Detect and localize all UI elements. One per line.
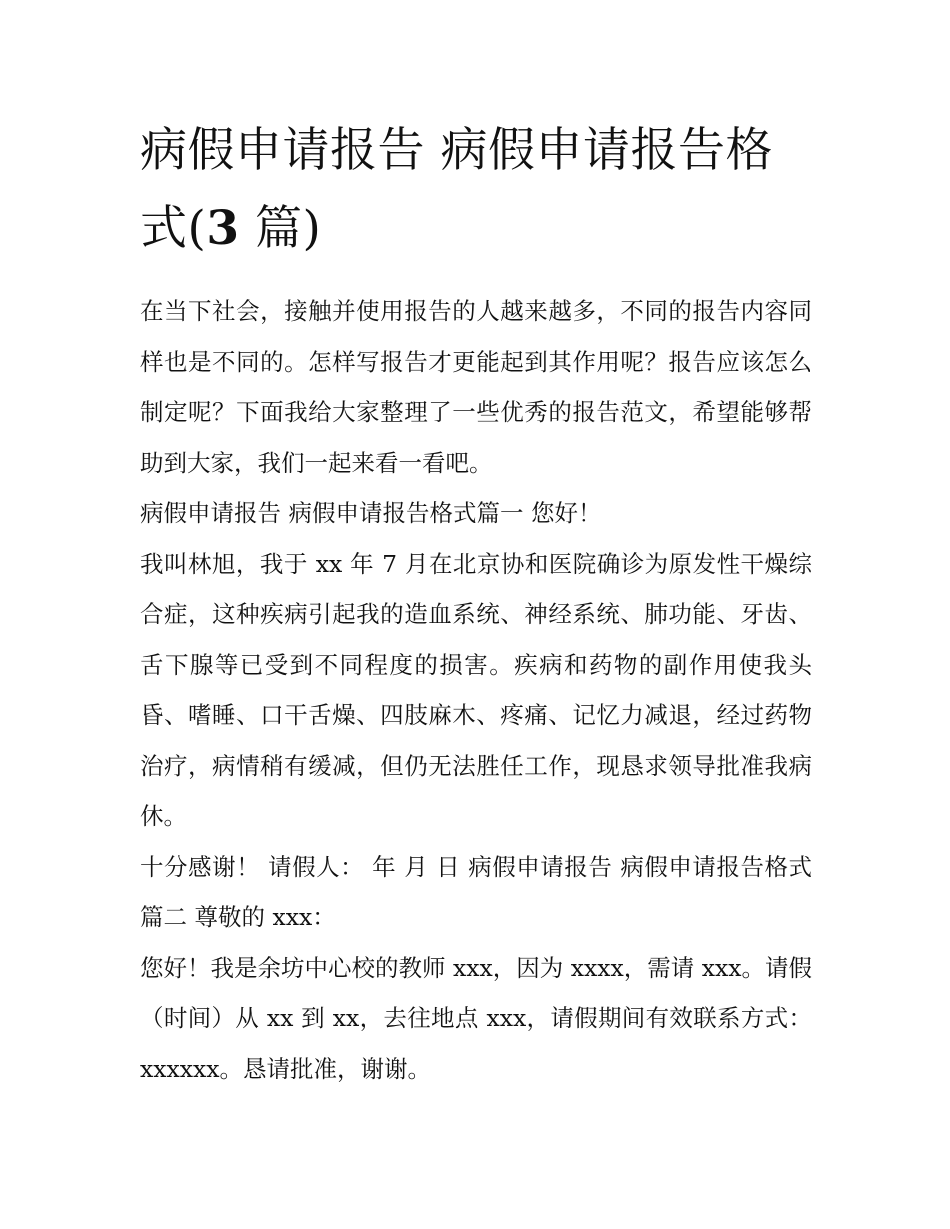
section-one-body: 我叫林旭，我于 xx 年 7 月在北京协和医院确诊为原发性干燥综合症，这种疾病引起我的造血系统、神经系统、肺功能、牙齿、舌下腺等已受到不同程度的损害。疾病和药物的副作用使我头昏、嗜睡、口干舌燥、四肢麻木、疼痛、记忆力减退，经过药物治疗，病情稍有缓减，但仍无法胜任工作，现恳求领导批准我病休。 bbox=[140, 549, 812, 830]
document-body bbox=[140, 112, 812, 1094]
section-two-body: 您好！我是余坊中心校的教师 xxx，因为 xxxx，需请 xxx。请假（时间）从 xx 到 xx，去往地点 xxx，请假期间有效联系方式：xxxxxx。恳请批准，谢谢。 bbox=[140, 953, 812, 1083]
title-count: 3 bbox=[206, 201, 240, 256]
section-one-heading: 病假申请报告 病假申请报告格式篇一 您好！ bbox=[140, 499, 602, 527]
title-suffix: 篇) bbox=[239, 201, 322, 256]
section-two-heading: 十分感谢！ 请假人： 年 月 日 病假申请报告 病假申请报告格式篇二 尊敬的 xxx： bbox=[140, 852, 812, 931]
intro-paragraph: 在当下社会，接触并使用报告的人越来越多，不同的报告内容同样也是不同的。怎样写报告才更能起到其作用呢？报告应该怎么制定呢？下面我给大家整理了一些优秀的报告范文，希望能够帮助到大家，我们一起来看一看吧。 bbox=[140, 297, 812, 477]
document-title bbox=[140, 112, 812, 268]
title-text: 病假申请报告 病假申请报告格式( bbox=[140, 123, 773, 256]
